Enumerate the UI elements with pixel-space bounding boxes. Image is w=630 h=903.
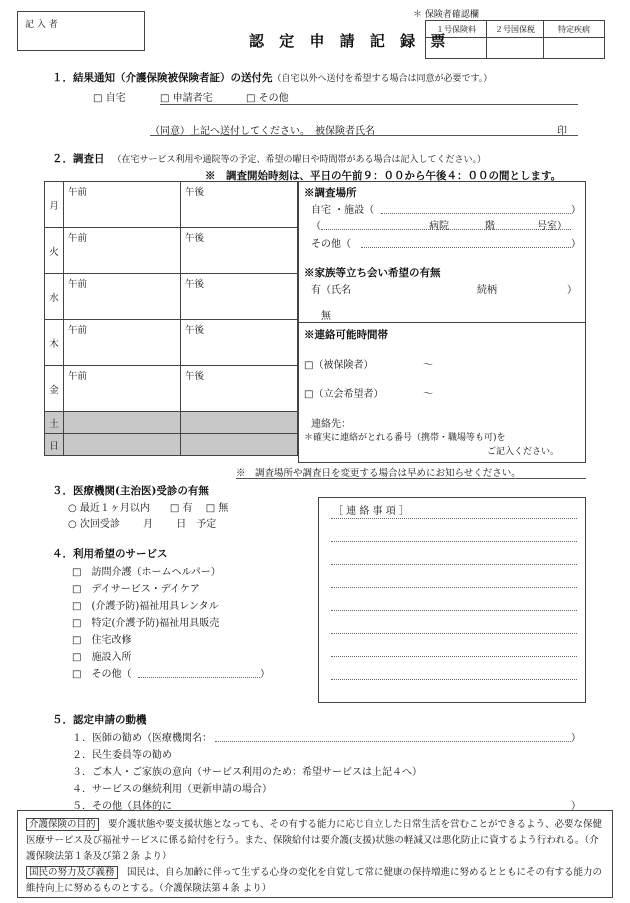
note-duty: [26, 865, 604, 897]
s4-other-close: ）: [260, 669, 270, 680]
sat-am: [64, 412, 181, 434]
tue-pm[interactable]: 午後: [181, 228, 298, 274]
s1-opt-applicant[interactable]: □ 申請者宅: [160, 93, 213, 104]
s1-opt-other[interactable]: □ その他: [246, 93, 289, 104]
memo-line-1: [331, 518, 577, 519]
sun-am: [64, 434, 181, 456]
day-thu: 木: [45, 320, 64, 366]
s2-note: （在宅サービス利用や通院等の予定、希望の曜日や時間帯がある場合は記入してください。）: [112, 155, 487, 165]
place-other: その他（: [311, 239, 351, 250]
row-thu: [45, 320, 298, 366]
s1-note: （自宅以外へ送付を希望する場合は同意が必要です。）: [272, 74, 493, 84]
fri-am[interactable]: 午前: [64, 366, 181, 412]
row-tue: [45, 228, 298, 274]
s1-address-line[interactable]: [160, 104, 578, 105]
s4-item-7[interactable]: □ その他（: [72, 669, 132, 680]
s1-heading: [52, 72, 492, 85]
info-divider: [299, 322, 585, 323]
contact-label: 連絡先：: [311, 419, 351, 430]
wed-am[interactable]: 午前: [64, 274, 181, 320]
family-yes[interactable]: 有（氏名: [311, 285, 351, 296]
s2-heading: [52, 153, 486, 166]
contact-title: ※連絡可能時間帯: [304, 329, 388, 341]
day-wed: 水: [45, 274, 64, 320]
confirm-label: ＊ 保険者確認欄: [413, 10, 479, 20]
family-title: ※家族等立ち会い希望の有無: [304, 267, 441, 279]
note-purpose: [26, 817, 604, 865]
day-sun: 日: [45, 434, 64, 456]
s5-item-1-close: ）: [571, 733, 581, 744]
s5-item-3[interactable]: ３．ご本人・ご家族の意向（サービス利用のため：希望サービスは上記４へ）: [72, 767, 422, 778]
recorder-label: 記 入 者: [25, 20, 58, 30]
confirm-table: [425, 20, 605, 59]
s1-consent: （同意）上記へ送付してください。 被保険者氏名: [150, 126, 375, 137]
survey-info-panel: [298, 181, 586, 463]
s3-title: ３．医療機関(主治医)受診の有無: [52, 485, 209, 497]
fri-pm[interactable]: 午後: [181, 366, 298, 412]
confirm-col-2: ２号国保税: [487, 21, 544, 38]
contact-note-2: ご記入ください。: [487, 447, 560, 457]
s4-item-3[interactable]: □ (介護予防)福祉用具レンタル: [72, 601, 219, 612]
sun-pm: [181, 434, 298, 456]
place-open: （: [311, 221, 321, 232]
s5-item-2[interactable]: ２．民生委員等の勧め: [72, 750, 172, 761]
place-other-close: ）: [571, 239, 581, 250]
s2-time-note: ※ 調査開始時刻は、平日の午前９：００から午後４：００の間とします。: [205, 170, 562, 182]
contact-applicant-tilde: ～: [423, 389, 433, 400]
s4-item-5[interactable]: □ 住宅改修: [72, 635, 132, 646]
memo-line-3: [331, 564, 577, 565]
mon-am[interactable]: 午前: [64, 182, 181, 228]
memo-box[interactable]: [318, 497, 586, 703]
s4-other-line[interactable]: [138, 677, 260, 678]
thu-pm[interactable]: 午後: [181, 320, 298, 366]
memo-line-5: [331, 610, 577, 611]
note-duty-text: 国民は、自ら加齢に伴って生ずる心身の変化を自覚して常に健康の保持増進に努めるとともにその有する能力の維持向上に努めるものとする。（介護保険法第４条 より）: [26, 867, 603, 894]
place-home-line[interactable]: [381, 213, 571, 214]
s4-item-4[interactable]: □ 特定(介護予防)福祉用具販売: [72, 618, 220, 629]
mon-pm[interactable]: 午後: [181, 182, 298, 228]
s3-line1[interactable]: ○ 最近１ヶ月以内 □ 有 □ 無: [68, 503, 229, 514]
row-sun: [45, 434, 298, 456]
legal-notes-box: [17, 810, 613, 898]
s2-title: ２．調査日: [52, 153, 105, 165]
s3-line2[interactable]: ○ 次回受診 月 日 予定: [68, 519, 217, 530]
thu-am[interactable]: 午前: [64, 320, 181, 366]
place-title: ※調査場所: [304, 187, 357, 199]
confirm-cell-2[interactable]: [487, 38, 544, 59]
tue-am[interactable]: 午前: [64, 228, 181, 274]
family-close: ）: [567, 285, 577, 296]
place-floor: 階: [485, 221, 495, 232]
note-purpose-tag: 介護保険の目的: [26, 818, 99, 831]
place-home-close: ）: [571, 205, 581, 216]
contact-insured-tilde: ～: [423, 360, 433, 371]
s5-item-1[interactable]: １．医師の勧め（医療機関名：: [72, 733, 212, 744]
day-sat: 土: [45, 412, 64, 434]
wed-pm[interactable]: 午後: [181, 274, 298, 320]
s4-title: ４．利用希望のサービス: [52, 548, 168, 560]
memo-line-4: [331, 587, 577, 588]
contact-note-1: ＊確実に連絡がとれる番号（携帯・職場等も可)を: [304, 433, 506, 443]
s1-seal: 印: [557, 126, 567, 137]
s5-item-5-close: ）: [571, 801, 581, 812]
day-mon: 月: [45, 182, 64, 228]
place-hospital: 病院: [429, 221, 449, 232]
place-home: 自宅 ・施設（: [311, 205, 375, 216]
s1-opt-home[interactable]: □ 自宅: [93, 93, 126, 104]
memo-line-2: [331, 541, 577, 542]
place-room: 号室）: [537, 221, 567, 232]
contact-insured[interactable]: □（被保険者）: [304, 360, 374, 371]
s1-name-line[interactable]: [150, 135, 578, 136]
schedule-table: [44, 181, 298, 456]
s4-item-6[interactable]: □ 施設入所: [72, 652, 132, 663]
contact-applicant[interactable]: □（立会希望者）: [304, 389, 384, 400]
family-relation: 続柄: [477, 285, 497, 296]
place-other-line[interactable]: [361, 247, 571, 248]
family-no[interactable]: 無: [321, 311, 331, 322]
s5-item-4[interactable]: ４．サービスの継続利用（更新申請の場合）: [72, 784, 272, 795]
confirm-col-3: 特定疾病: [544, 21, 605, 38]
sat-pm: [181, 412, 298, 434]
day-tue: 火: [45, 228, 64, 274]
note-duty-tag: 国民の努力及び義務: [26, 866, 118, 879]
row-wed: [45, 274, 298, 320]
s1-title: １．結果通知（介護保険被保険者証）の送付先: [52, 72, 273, 84]
confirm-cell-3[interactable]: [544, 38, 605, 59]
s5-item-5[interactable]: ５．その他（具体的に: [72, 801, 172, 812]
change-note: ※ 調査場所や調査日を変更する場合は早めにお知らせください。: [236, 468, 521, 479]
memo-line-7: [331, 656, 577, 657]
s5-title: ５．認定申請の動機: [52, 714, 147, 726]
row-mon: [45, 182, 298, 228]
s5-item-1-line[interactable]: [215, 741, 571, 742]
page-title: 認 定 申 請 記 録 票: [249, 32, 451, 50]
day-fri: 金: [45, 366, 64, 412]
memo-line-6: [331, 633, 577, 634]
s4-item-1[interactable]: □ 訪問介護（ホームヘルパー）: [72, 567, 221, 578]
memo-line-8: [331, 679, 577, 680]
recorder-box: [17, 11, 145, 51]
s4-item-2[interactable]: □ デイサービス・デイケア: [72, 584, 200, 595]
note-purpose-text: 要介護状態や要支援状態となっても、その有する能力に応じ自立した日常生活を営むことができるよう、必要な保健医療サービス及び福祉サービスに係る給付を行う。また、保険給付は要介護(支援)状態の軽減又は悪化防止に資するよう行われる。（介護保険法第１条及び第２条 より）: [26, 819, 603, 862]
confirm-col-1: １号保険料: [426, 21, 487, 38]
memo-title: ［ 連 絡 事 項 ］: [333, 506, 409, 517]
change-note-underline: [236, 478, 586, 479]
row-sat: [45, 412, 298, 434]
row-fri: [45, 366, 298, 412]
